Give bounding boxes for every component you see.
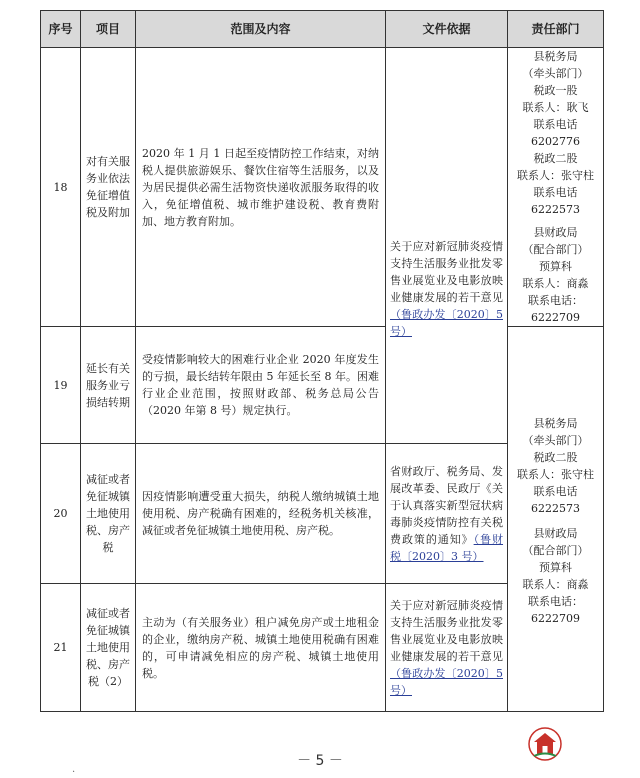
dept-line: （配合部门） — [522, 243, 589, 256]
dept-line: 联系人：商淼 — [522, 277, 589, 290]
dept-line: 联系电话： — [528, 595, 583, 608]
dept-line: 6202776 — [531, 135, 580, 148]
dept-line: 6222573 — [531, 502, 580, 515]
basis-text: 关于应对新冠肺炎疫情支持生活服务业批发零售业展览业及电影放映业健康发展的若干意见 — [390, 598, 503, 663]
logo-icon — [528, 727, 562, 761]
row-number: 18 — [41, 48, 81, 327]
dept-line: 6222709 — [531, 612, 580, 625]
dept-line: 联系人：张守柱 — [517, 468, 594, 481]
dept-line: 预算科 — [539, 561, 572, 574]
row-content: 2020 年 1 月 1 日起至疫情防控工作结束，对纳税人提供旅游娱乐、餐饮住宿等生活服务，以及为居民提供必需生活物资快递收派服务取得的收入，免征增值税、城市维护建设税、教育费附加、地方教育附加。 — [136, 48, 386, 327]
row-content: 因疫情影响遭受重大损失，纳税人缴纳城镇土地使用税、房产税确有困难的，经税务机关核准，减征或者免征城镇土地使用税、房产税。 — [136, 444, 386, 584]
dept-line: 联系人：张守柱 — [517, 169, 594, 182]
dept-line: （配合部门） — [522, 544, 589, 557]
dept-line: 税政二股 — [533, 152, 578, 165]
row-item: 减征或者免征城镇土地使用税、房产税（2） — [81, 584, 136, 712]
basis-text: 省财政厅、税务局、发展改革委、民政厅《关于认真落实新型冠状病毒肺炎疫情防控有关税费政策的通知》 — [390, 464, 503, 546]
table-header-row — [41, 11, 604, 48]
row-item: 延长有关服务业亏损结转期 — [81, 327, 136, 444]
header-basis: 文件依据 — [386, 11, 508, 48]
header-content: 范围及内容 — [136, 11, 386, 48]
dept-line: 联系电话 — [533, 485, 578, 498]
dept-line: 县财政局 — [533, 226, 578, 239]
dept-line: （牵头部门） — [522, 434, 589, 447]
dept-line: 6222709 — [531, 311, 580, 324]
table-row — [41, 327, 604, 444]
row-item: 对有关服务业依法免征增值税及附加 — [81, 48, 136, 327]
dept-line: 联系电话 — [533, 118, 578, 131]
dept-line: 县税务局 — [533, 417, 578, 430]
row-content: 主动为（有关服务业）租户减免房产或土地租金的企业，缴纳房产税、城镇土地使用税确有困难的，可申请减免相应的房产税、城镇土地使用税。 — [136, 584, 386, 712]
basis-cell-c — [386, 584, 508, 712]
row-number: 21 — [41, 584, 81, 712]
dept-line: 联系人：耿飞 — [522, 101, 589, 114]
header-dept: 责任部门 — [508, 11, 604, 48]
dept-line: 联系电话 — [533, 186, 578, 199]
row-content: 受疫情影响较大的困难行业企业 2020 年度发生的亏损，最长结转年限由 5 年延长至 8 年。困难行业企业范围，按照财政部、税务总局公告（2020 年第 8 号）规定执行。 — [136, 327, 386, 444]
basis-link[interactable]: （鲁政办发〔2020〕5 号） — [390, 308, 503, 338]
row-number: 20 — [41, 444, 81, 584]
dept-line: 联系人：商淼 — [522, 578, 589, 591]
dept-line: 税政一股 — [533, 84, 578, 97]
page-number: － 5 － — [297, 753, 343, 769]
dept-line: 县税务局 — [533, 50, 578, 63]
dept-line: 税政二股 — [533, 451, 578, 464]
dept-cell-a — [508, 48, 604, 327]
basis-cell-b — [386, 444, 508, 584]
dept-line: 6222573 — [531, 203, 580, 216]
dept-line: 联系电话： — [528, 294, 583, 307]
header-no: 序号 — [41, 11, 81, 48]
dept-cell-b — [508, 327, 604, 712]
row-item: 减征或者免征城镇土地使用税、房产税 — [81, 444, 136, 584]
table-row — [41, 48, 604, 327]
row-number: 19 — [41, 327, 81, 444]
basis-text: 关于应对新冠肺炎疫情支持生活服务业批发零售业展览业及电影放映业健康发展的若干意见 — [390, 240, 503, 304]
policy-table — [40, 10, 604, 712]
basis-cell-a — [386, 48, 508, 444]
basis-link[interactable]: （鲁财税〔2020〕3 号） — [390, 532, 504, 563]
header-item: 项目 — [81, 11, 136, 48]
basis-link[interactable]: （鲁政办发〔2020〕5 号） — [390, 666, 503, 697]
dept-line: （牵头部门） — [522, 67, 589, 80]
page-mark: . — [72, 764, 76, 775]
dept-line: 预算科 — [539, 260, 572, 273]
dept-line: 县财政局 — [533, 527, 578, 540]
